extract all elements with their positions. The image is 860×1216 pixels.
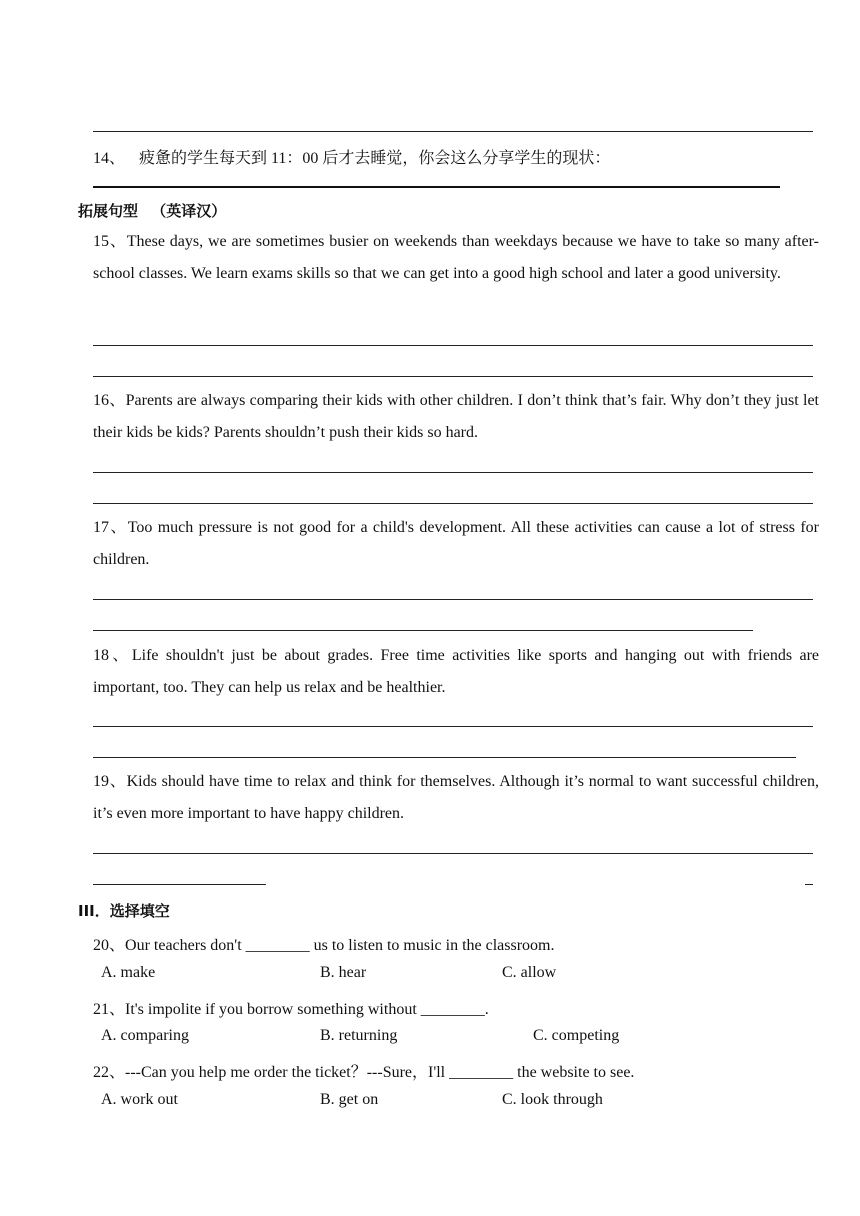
answer-line (93, 131, 813, 132)
option-c: C. allow (502, 964, 557, 981)
option-b: B. returning (320, 1027, 398, 1044)
question-stem: It's impolite if you borrow something without ________. (125, 1001, 489, 1018)
question-number: 20、 (93, 937, 126, 954)
question-number: 18、 (93, 647, 132, 664)
section-heading-choice: III．选择填空 (78, 902, 170, 920)
question-21 (93, 996, 489, 1019)
option-c: C. look through (502, 1091, 603, 1108)
question-16 (93, 385, 819, 449)
option-b: B. hear (320, 964, 367, 981)
question-18 (93, 640, 819, 704)
answer-line (93, 472, 813, 473)
answer-line (93, 345, 813, 346)
answer-line (93, 630, 753, 631)
answer-line (805, 884, 813, 885)
answer-line (93, 757, 796, 758)
question-number: 19、 (93, 773, 127, 790)
option-a: A. comparing (101, 1027, 189, 1044)
question-14 (93, 145, 610, 168)
section-heading-extension (78, 200, 226, 221)
question-22 (93, 1059, 634, 1082)
option-a: A. make (101, 964, 156, 981)
answer-line (93, 884, 266, 885)
answer-line (93, 599, 813, 600)
question-stem: Our teachers don't ________ us to listen to music in the classroom. (125, 937, 555, 954)
question-number: 21、 (93, 1001, 126, 1018)
question-number: 22、 (93, 1064, 126, 1081)
answer-line (93, 726, 813, 727)
option-c: C. competing (533, 1027, 620, 1044)
question-text: Kids should have time to relax and think for themselves. Although it’s normal to want successful children, it’s even more important to have happy children. (93, 773, 819, 822)
question-number: 17、 (93, 519, 128, 536)
question-text: Parents are always comparing their kids with other children. I don’t think that’s fair. Why don’t they just let their kids be kids? Parents shouldn’t push their kids so hard. (93, 392, 819, 441)
question-17 (93, 512, 819, 576)
question-number: 15、 (93, 233, 127, 250)
option-b: B. get on (320, 1091, 379, 1108)
question-19 (93, 766, 819, 830)
question-text: Life shouldn't just be about grades. Free time activities like sports and hanging out with friends are important, too. They can help us relax and be healthier. (93, 647, 819, 696)
question-stem: ---Can you help me order the ticket？---Sure，I'll ________ the website to see. (125, 1064, 635, 1081)
answer-line (93, 376, 813, 377)
question-text: 疲惫的学生每天到 11：00 后才去睡觉，你会这么分享学生的现状： (139, 150, 611, 167)
question-number: 14、 (93, 150, 126, 167)
question-15 (93, 226, 819, 290)
section-title: 拓展句型 (78, 202, 139, 220)
answer-line (93, 853, 813, 854)
answer-line (93, 503, 813, 504)
question-number: 16、 (93, 392, 126, 409)
question-text: Too much pressure is not good for a child's development. All these activities can cause a lot of stress for children. (93, 519, 819, 568)
option-a: A. work out (101, 1091, 178, 1108)
question-20 (93, 932, 555, 955)
answer-line (93, 186, 780, 188)
section-subtitle: （英译汉） (151, 202, 227, 220)
question-text: These days, we are sometimes busier on weekends than weekdays because we have to take so many after-school classes. We learn exams skills so that we can get into a good high school and later a good university. (93, 233, 819, 282)
